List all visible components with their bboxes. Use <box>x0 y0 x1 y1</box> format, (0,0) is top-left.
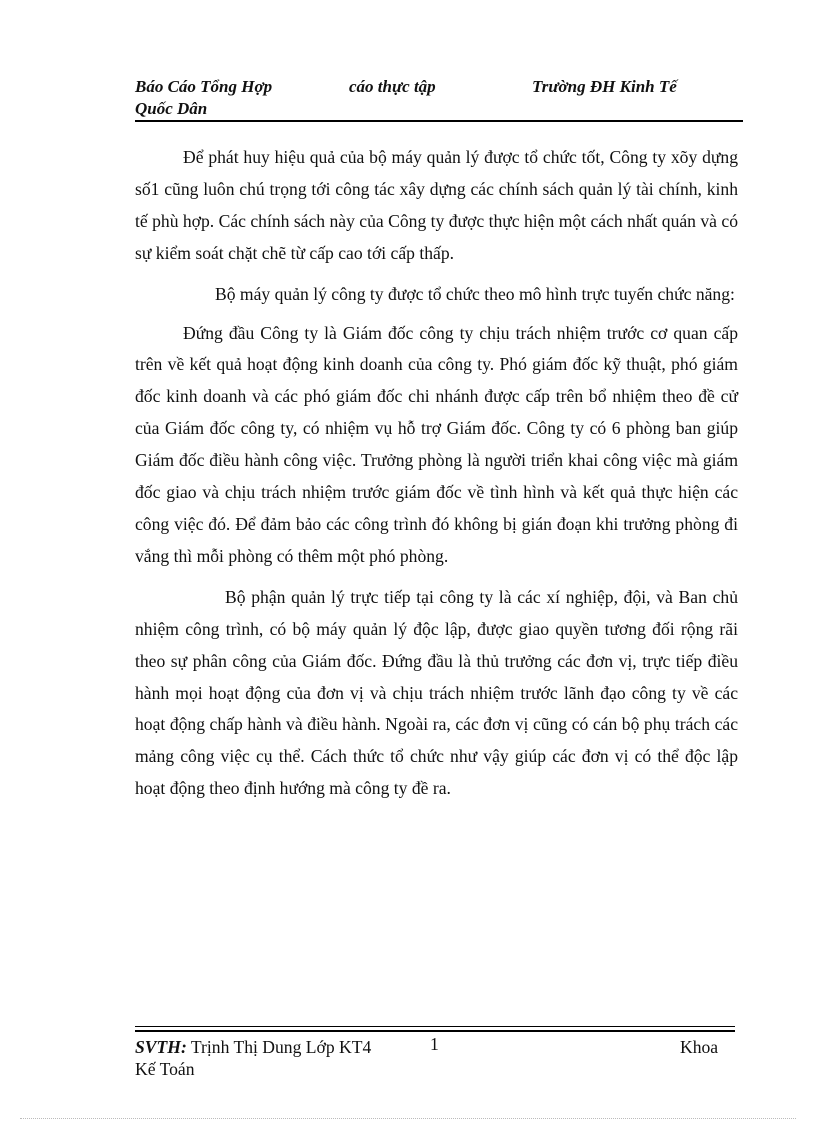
header-divider <box>135 120 743 122</box>
footer-student-name: Trịnh Thị Dung Lớp KT4 <box>186 1037 372 1057</box>
page-edge-divider <box>20 1118 796 1119</box>
paragraph: Bộ máy quản lý công ty được tổ chức theo mô hình trực tuyến chức năng: <box>215 283 735 304</box>
header-university: Trường ĐH Kinh Tế <box>532 77 677 96</box>
paragraph: Đứng đầu Công ty là Giám đốc công ty chịu trách nhiệm trước cơ quan cấp trên về kết quả hoạt động kinh doanh của công ty. Phó giám đốc kỹ thuật, phó giám đốc kinh doanh và các phó giám đốc chi nhánh được cấp trên bổ nhiệm theo đề cử của Giám đốc công ty, có nhiệm vụ hỗ trợ Giám đốc. Công ty có 6 phòng ban giúp Giám đốc điều hành công việc. Trưởng phòng là người triển khai công việc mà giám đốc giao và chịu trách nhiệm trước giám đốc về tình hình và kết quả thực hiện các công việc đó. Để đảm bảo các công trình đó không bị gián đoạn khi trưởng phòng đi vắng thì mỗi phòng có thêm một phó phòng. <box>135 322 738 566</box>
paragraph: Để phát huy hiệu quả của bộ máy quản lý được tổ chức tốt, Công ty xõy dựng số1 cũng luôn chú trọng tới công tác xây dựng các chính sách quản lý tài chính, kinh tế phù hợp. Các chính sách này của Công ty được thực hiện một cách nhất quán và có sự kiểm soát chặt chẽ từ cấp cao tới cấp thấp. <box>135 147 738 263</box>
document-body <box>135 142 738 805</box>
header-subtitle: cáo thực tập <box>349 77 436 96</box>
page-footer <box>135 1036 735 1086</box>
footer-department: Kế Toán <box>135 1059 195 1079</box>
footer-divider <box>135 1026 735 1027</box>
paragraph: Bộ phận quản lý trực tiếp tại công ty là các xí nghiệp, đội, và Ban chủ nhiệm công trình, có bộ máy quản lý độc lập, được giao quyền tương đối rộng rãi theo sự phân công của Giám đốc. Đứng đầu là thủ trưởng các đơn vị, trực tiếp điều hành mọi hoạt động của đơn vị và chịu trách nhiệm trước lãnh đạo công ty về các hoạt động chấp hành và điều hành. Ngoài ra, các đơn vị cũng có cán bộ phụ trách các mảng công việc cụ thể. Cách thức tổ chức như vậy giúp các đơn vị có thể độc lập hoạt động theo định hướng mà công ty đề ra. <box>135 586 738 799</box>
footer-divider <box>135 1030 735 1032</box>
footer-svth-label: SVTH: <box>135 1037 187 1057</box>
footer-student <box>135 1036 371 1058</box>
header-report-title: Báo Cáo Tổng Hợp <box>135 77 273 96</box>
footer-khoa: Khoa <box>680 1037 719 1057</box>
header-university-cont: Quốc Dân <box>135 99 208 118</box>
page-number: 1 <box>430 1034 439 1054</box>
